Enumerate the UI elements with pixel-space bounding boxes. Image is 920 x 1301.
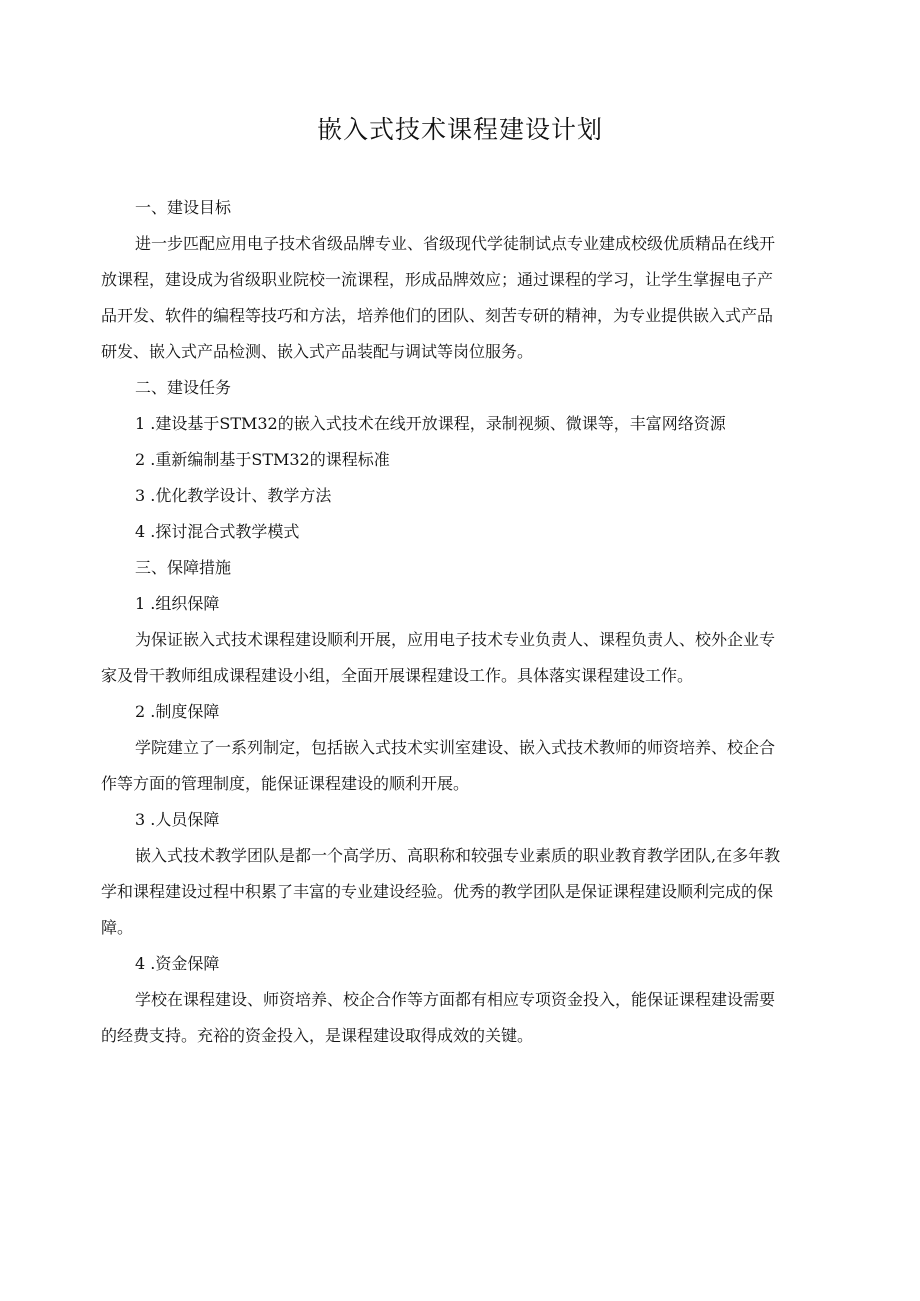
paragraph-line: 障。 xyxy=(101,918,134,937)
document-body xyxy=(101,190,823,1054)
paragraph-line: 为保证嵌入式技术课程建设顺利开展，应用电子技术专业负责人、课程负责人、校外企业专 xyxy=(135,630,776,649)
paragraph-line: 家及骨干教师组成课程建设小组，全面开展课程建设工作。具体落实课程建设工作。 xyxy=(101,666,694,685)
section-heading-tasks: 二、建设任务 xyxy=(135,378,232,397)
organization-paragraph xyxy=(101,622,823,694)
subsection-label-personnel: 3 .人员保障 xyxy=(135,810,220,829)
paragraph-line: 学校在课程建设、师资培养、校企合作等方面都有相应专项资金投入，能保证课程建设需要 xyxy=(135,990,776,1009)
section-heading-goals: 一、建设目标 xyxy=(135,198,232,217)
document-title: 嵌入式技术课程建设计划 xyxy=(316,115,603,144)
institution-paragraph xyxy=(101,730,823,802)
section-heading-measures: 三、保障措施 xyxy=(135,558,232,577)
paragraph-line: 研发、嵌入式产品检测、嵌入式产品装配与调试等岗位服务。 xyxy=(101,342,534,361)
subsection-label-organization: 1 .组织保障 xyxy=(135,594,220,613)
subsection-label-funding: 4 .资金保障 xyxy=(135,954,220,973)
paragraph-line: 进一步匹配应用电子技术省级品牌专业、省级现代学徒制试点专业建成校级优质精品在线开 xyxy=(135,234,776,253)
personnel-paragraph xyxy=(101,838,823,946)
funding-paragraph xyxy=(101,982,823,1054)
paragraph-line: 放课程，建设成为省级职业院校一流课程，形成品牌效应；通过课程的学习，让学生掌握电子产 xyxy=(101,270,774,289)
paragraph-line: 品开发、软件的编程等技巧和方法，培养他们的团队、刻苦专研的精神，为专业提供嵌入式产品 xyxy=(101,306,774,325)
goals-paragraph xyxy=(101,226,823,370)
paragraph-line: 学和课程建设过程中积累了丰富的专业建设经验。优秀的教学团队是保证课程建设顺利完成的保 xyxy=(101,882,774,901)
task-item: 4 .探讨混合式教学模式 xyxy=(135,522,300,541)
paragraph-line: 作等方面的管理制度，能保证课程建设的顺利开展。 xyxy=(101,774,470,793)
task-item: 2 .重新编制基于STM32的课程标准 xyxy=(135,450,390,469)
task-item: 1 .建设基于STM32的嵌入式技术在线开放课程，录制视频、微课等，丰富网络资源 xyxy=(135,414,726,433)
paragraph-line: 嵌入式技术教学团队是都一个高学历、高职称和较强专业素质的职业教育教学团队,在多年教 xyxy=(135,846,781,865)
subsection-label-institution: 2 .制度保障 xyxy=(135,702,220,721)
paragraph-line: 的经费支持。充裕的资金投入，是课程建设取得成效的关键。 xyxy=(101,1026,534,1045)
task-item: 3 .优化教学设计、教学方法 xyxy=(135,486,332,505)
paragraph-line: 学院建立了一系列制定，包括嵌入式技术实训室建设、嵌入式技术教师的师资培养、校企合 xyxy=(135,738,776,757)
